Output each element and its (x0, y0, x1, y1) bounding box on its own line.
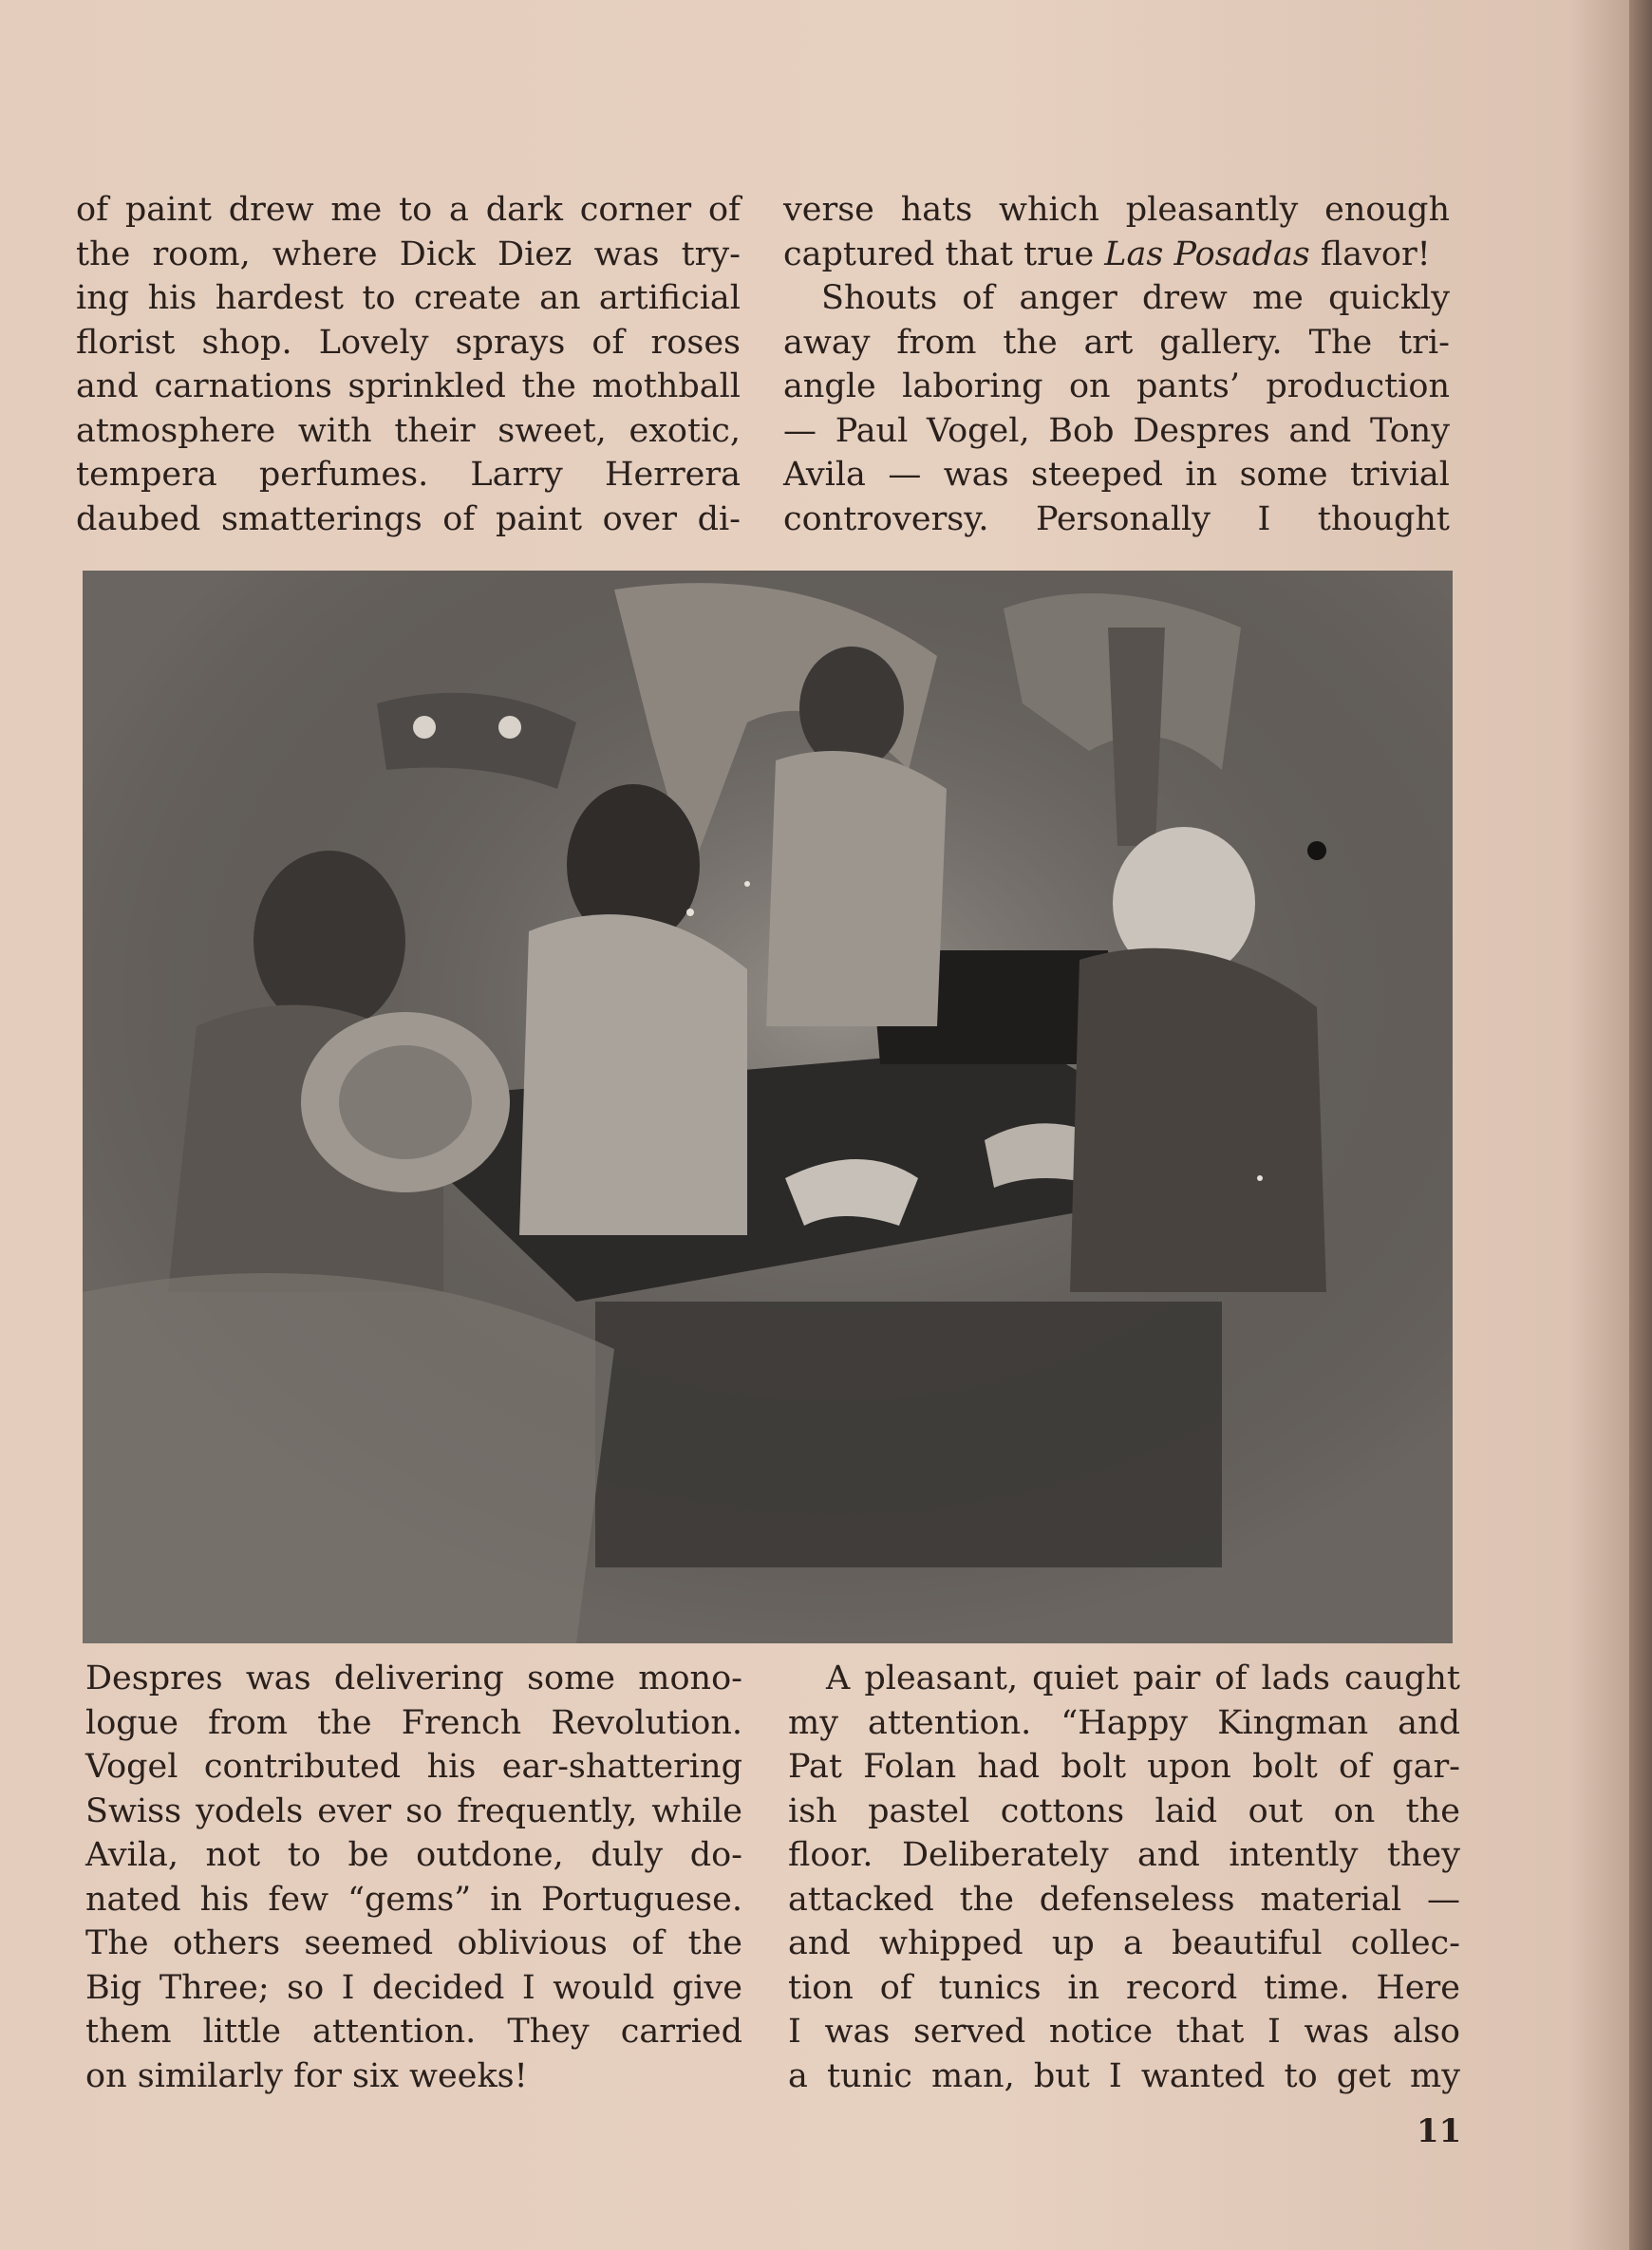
paragraph-line: and carnations sprinkled the mothball (76, 367, 741, 405)
paragraph-line: my attention. “Happy Kingman and (788, 1703, 1460, 1742)
italic-title: Las Posadas (1104, 234, 1310, 273)
paragraph-line: — Paul Vogel, Bob Despres and Tony (783, 411, 1450, 450)
paragraph-line: tempera perfumes. Larry Herrera (76, 456, 741, 494)
paragraph-line: and whipped up a beautiful collec- (788, 1924, 1460, 1962)
paragraph-line: florist shop. Lovely sprays of roses (76, 323, 741, 362)
text-run: captured that true (783, 234, 1105, 273)
paragraph-line (783, 233, 1450, 277)
bottom-left-column (85, 1657, 742, 2098)
paragraph-line: away from the art gallery. The tri- (783, 323, 1450, 362)
paragraph-line: on similarly for six weeks! (85, 2056, 528, 2095)
paragraph-line: verse hats which pleasantly enough (783, 191, 1450, 229)
paragraph-line: ish pastel cottons laid out on the (788, 1791, 1460, 1830)
page-binding-edge (1629, 0, 1652, 2250)
paragraph-line: Avila, not to be outdone, duly do- (85, 1836, 742, 1874)
paragraph-line: Shouts of anger drew me quickly (821, 279, 1450, 317)
paragraph-line: them little attention. They carried (85, 2013, 742, 2051)
paragraph-line: floor. Deliberately and intently they (788, 1836, 1460, 1874)
paragraph-line: Vogel contributed his ear-shattering (85, 1748, 742, 1786)
top-right-column (783, 188, 1450, 541)
page-number: 11 (1417, 2112, 1462, 2150)
paragraph-line: the room, where Dick Diez was try- (76, 234, 741, 273)
paragraph-line: I was served notice that I was also (788, 2013, 1460, 2051)
paragraph-line: Swiss yodels ever so frequently, while (85, 1791, 742, 1830)
top-left-column (76, 188, 741, 541)
paragraph-line: A pleasant, quiet pair of lads caught (826, 1659, 1460, 1697)
paragraph-line: atmosphere with their sweet, exotic, (76, 411, 741, 450)
text-run: flavor! (1309, 234, 1431, 273)
paragraph-line: ing his hardest to create an artificial (76, 279, 741, 317)
paragraph-line: angle laboring on pants’ production (783, 367, 1450, 405)
paragraph-line: Avila — was steeped in some trivial (783, 456, 1450, 494)
paragraph-line: of paint drew me to a dark corner of (76, 191, 741, 229)
paragraph-line: controversy. Personally I thought (783, 499, 1450, 538)
paragraph-line: Pat Folan had bolt upon bolt of gar- (788, 1748, 1460, 1786)
group-photograph (83, 571, 1453, 1643)
paragraph-line: attacked the defenseless material — (788, 1880, 1460, 1919)
paragraph-line: tion of tunics in record time. Here (788, 1968, 1460, 2007)
photo-illustration (83, 571, 1453, 1643)
paragraph-line: Big Three; so I decided I would give (85, 1968, 742, 2007)
paragraph-line: Despres was delivering some mono- (85, 1659, 742, 1697)
paragraph-line: a tunic man, but I wanted to get my (788, 2056, 1460, 2095)
bottom-right-column (788, 1657, 1460, 2098)
paragraph-line: nated his few “gems” in Portuguese. (85, 1880, 742, 1919)
paragraph-line: The others seemed oblivious of the (85, 1924, 742, 1962)
paragraph-line: logue from the French Revolution. (85, 1703, 742, 1742)
paragraph-line: daubed smatterings of paint over di- (76, 499, 741, 538)
